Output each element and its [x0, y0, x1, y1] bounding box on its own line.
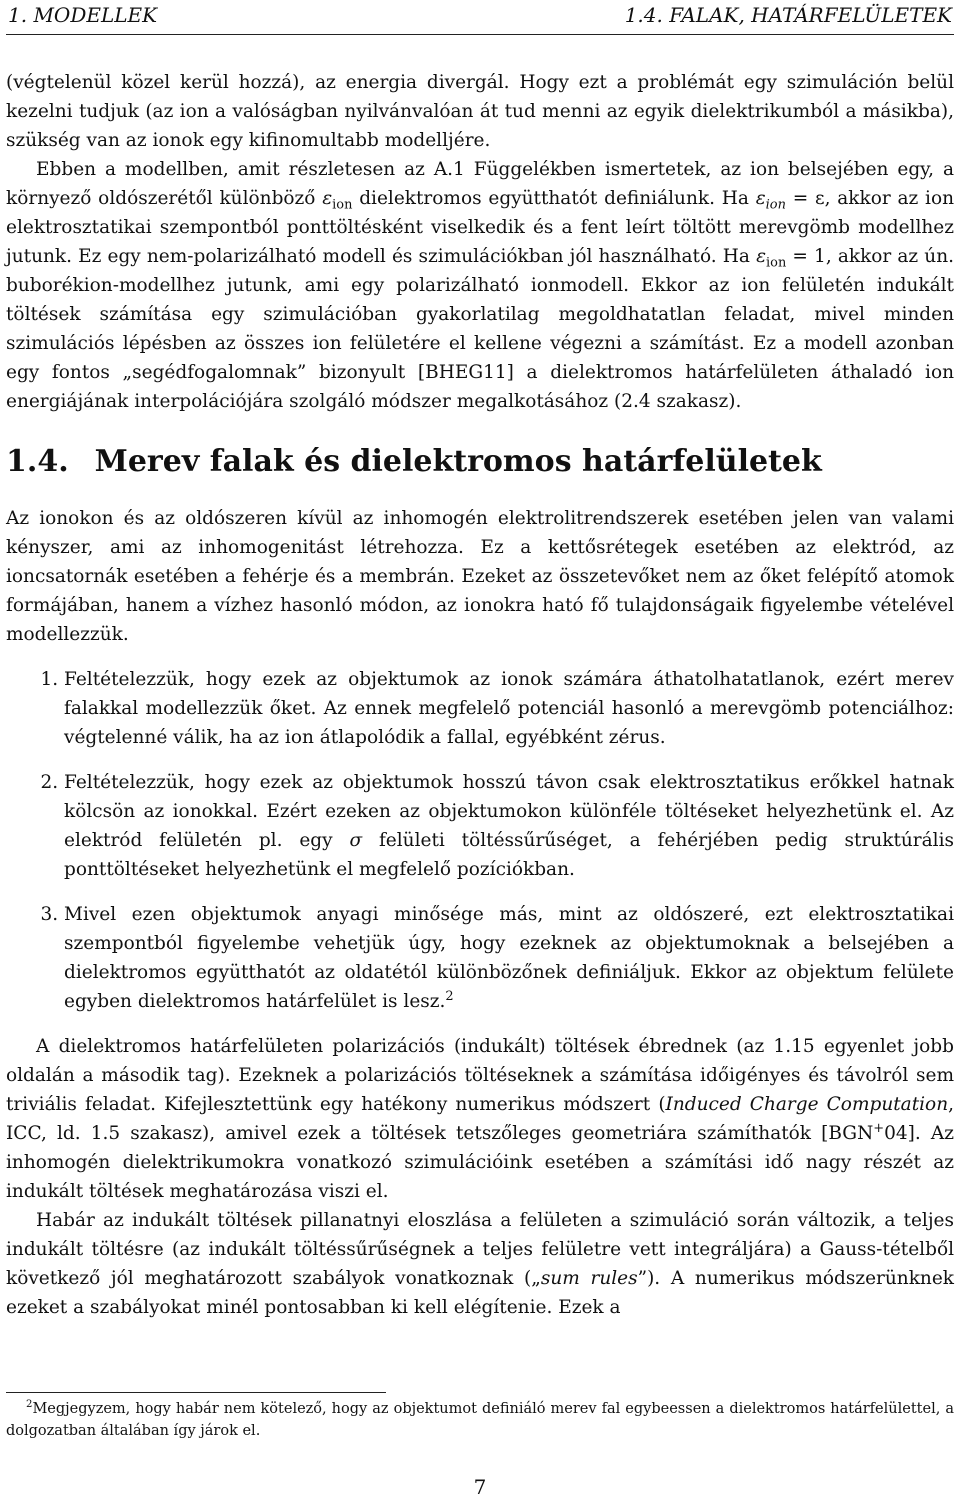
list-item: 3. Mivel ezen objektumok anyagi minősége más, mint az oldószeré, ezt elektrosztatikai szempontból figyelembe vehetjük úgy, hogy ezeknek az objektumoknak a belsejében a dielektromos együtthatót az oldatétól különbözőnek definiáljuk. Ekkor az objektum felülete egyben dielektromos határfelület is lesz.$^2$: [64, 900, 954, 1016]
list-item: 2. Feltételezzük, hogy ezek az objektumok hosszú távon csak elektrosztatikus erőkkel hatnak kölcsön az ionokkal. Ezért ezeken az objektumokon különféle töltéseket helyezhetünk el. Az elektród felületén pl. egy σ felületi töltéssűrűséget, a fehérjében pedig struktúrális ponttöltéseket helyezhetünk el megfelelő pozíciókban.: [64, 768, 954, 884]
assumption-list: [6, 665, 954, 1016]
body-text: [6, 68, 954, 1322]
paragraph-4: A dielektromos határfelületen polarizációs (indukált) töltések ébrednek (az 1.15 egyenlet jobb oldalán a második tag). Ezeknek a polarizációs töltéseknek a számítása időigényes és távolról sem triviális feladat. Kifejlesztettünk egy hatékony numerikus módszert (Induced Charge Computation, ICC, ld. 1.5 szakasz), amivel ezek a töltések tetszőleges geometriára számíthatók [BGN+04]. Az inhomogén dielektrikumokra vonatkozó szimulációink esetében a számítási idő nagy részét az indukált töltések meghatározása viszi el.: [6, 1036, 955, 1202]
running-head: [8, 2, 952, 32]
section-heading: [6, 444, 954, 480]
footnote-text: Megjegyzem, hogy habár nem kötelező, hogy az objektumot definiáló merev fal egybeessen a dielektromos határfelülettel, a dolgozatban általában így járok el.: [6, 1401, 954, 1439]
page-number: 7: [473, 1475, 487, 1499]
section-number: 1.4.: [6, 444, 69, 479]
footnote-rule: [6, 1392, 386, 1393]
footnote-mark: 2: [26, 1399, 33, 1411]
header-section: 1.4. FALAK, HATÁRFELÜLETEK: [624, 3, 952, 27]
paragraph-5: Habár az indukált töltések pillanatnyi eloszlása a felületen a szimuláció során változik, a teljes indukált töltésre (az indukált töltéssűrűségnek a teljes felületre vett integráljára) a Gauss-tételből következő jól meghatározott szabályok vonatkoznak („sum rules”). A numerikus módszerünknek ezeket a szabályokat minél pontosabban ki kell elégítenie. Ezek a: [6, 1210, 954, 1318]
header-rule: [6, 34, 954, 35]
header-chapter: 1. MODELLEK: [8, 3, 158, 27]
paragraph-3: Az ionokon és az oldószeren kívül az inhomogén elektrolitrendszerek esetében jelen van valami kényszer, ami az inhomogenitást létrehozza. Ez a kettősrétegek esetében az elektród, az ioncsatornák esetében a fehérje és a membrán. Ezeket az összetevőket nem az őket felépítő atomok formájában, hanem a vízhez hasonló módon, az ionokra ható fő tulajdonságaik figyelembe vételével modellezzük.: [6, 508, 954, 645]
section-title: Merev falak és dielektromos határfelületek: [94, 444, 822, 479]
list-item: 1. Feltételezzük, hogy ezek az objektumok az ionok számára áthatolhatatlanok, ezért merev falakkal modellezzük őket. Az ennek megfelelő potenciál hasonló a merevgömb potenciálhoz: végtelenné válik, ha az ion átlapolódik a fallal, egyébként zérus.: [64, 665, 954, 752]
footnote: [6, 1398, 954, 1442]
paragraph-2: Ebben a modellben, amit részletesen az A.1 Függelékben ismertetek, az ion belsejében egy, a környező oldószerétől különböző $\varepsilon_{ion}$ dielektromos együtthatót definiálunk. Ha $\varepsilon_{ion} = \varepsilon$, akkor az ion elektrosztatikai szempontból ponttöltésként viselkedik és a fent leírt töltött merevgömb modellhez jutunk. Ez egy nem-polarizálható modell és szimulációkban jól használható. Ha $\varepsilon_{ion} = 1$, akkor az ún. buborékion-modellhez jutunk, ami egy polarizálható ionmodell. Ekkor az ion felületén indukált töltések számítása egy szimulációban gyakorlatilag megoldhatatlan feladat, mivel minden szimulációs lépésben az összes ion felületére el kellene végezni a számítást. Ez a modell azonban egy fontos „segédfogalomnak” bizonyult [BHEG11] a dielektromos határfelületen áthaladó ion energiájának interpolációjára szolgáló módszer megalkotásához (2.4 szakasz).: [6, 159, 954, 412]
footnote-ref: 2: [445, 988, 454, 1004]
paragraph-1: (végtelenül közel kerül hozzá), az energia divergál. Hogy ezt a problémát egy szimuláción belül kezelni tudjuk (az ion a valóságban nyilvánvalóan át tud menni az egyik dielektrikumból a másikba), szükség van az ionok egy kifinomultabb modelljére.: [6, 72, 954, 151]
